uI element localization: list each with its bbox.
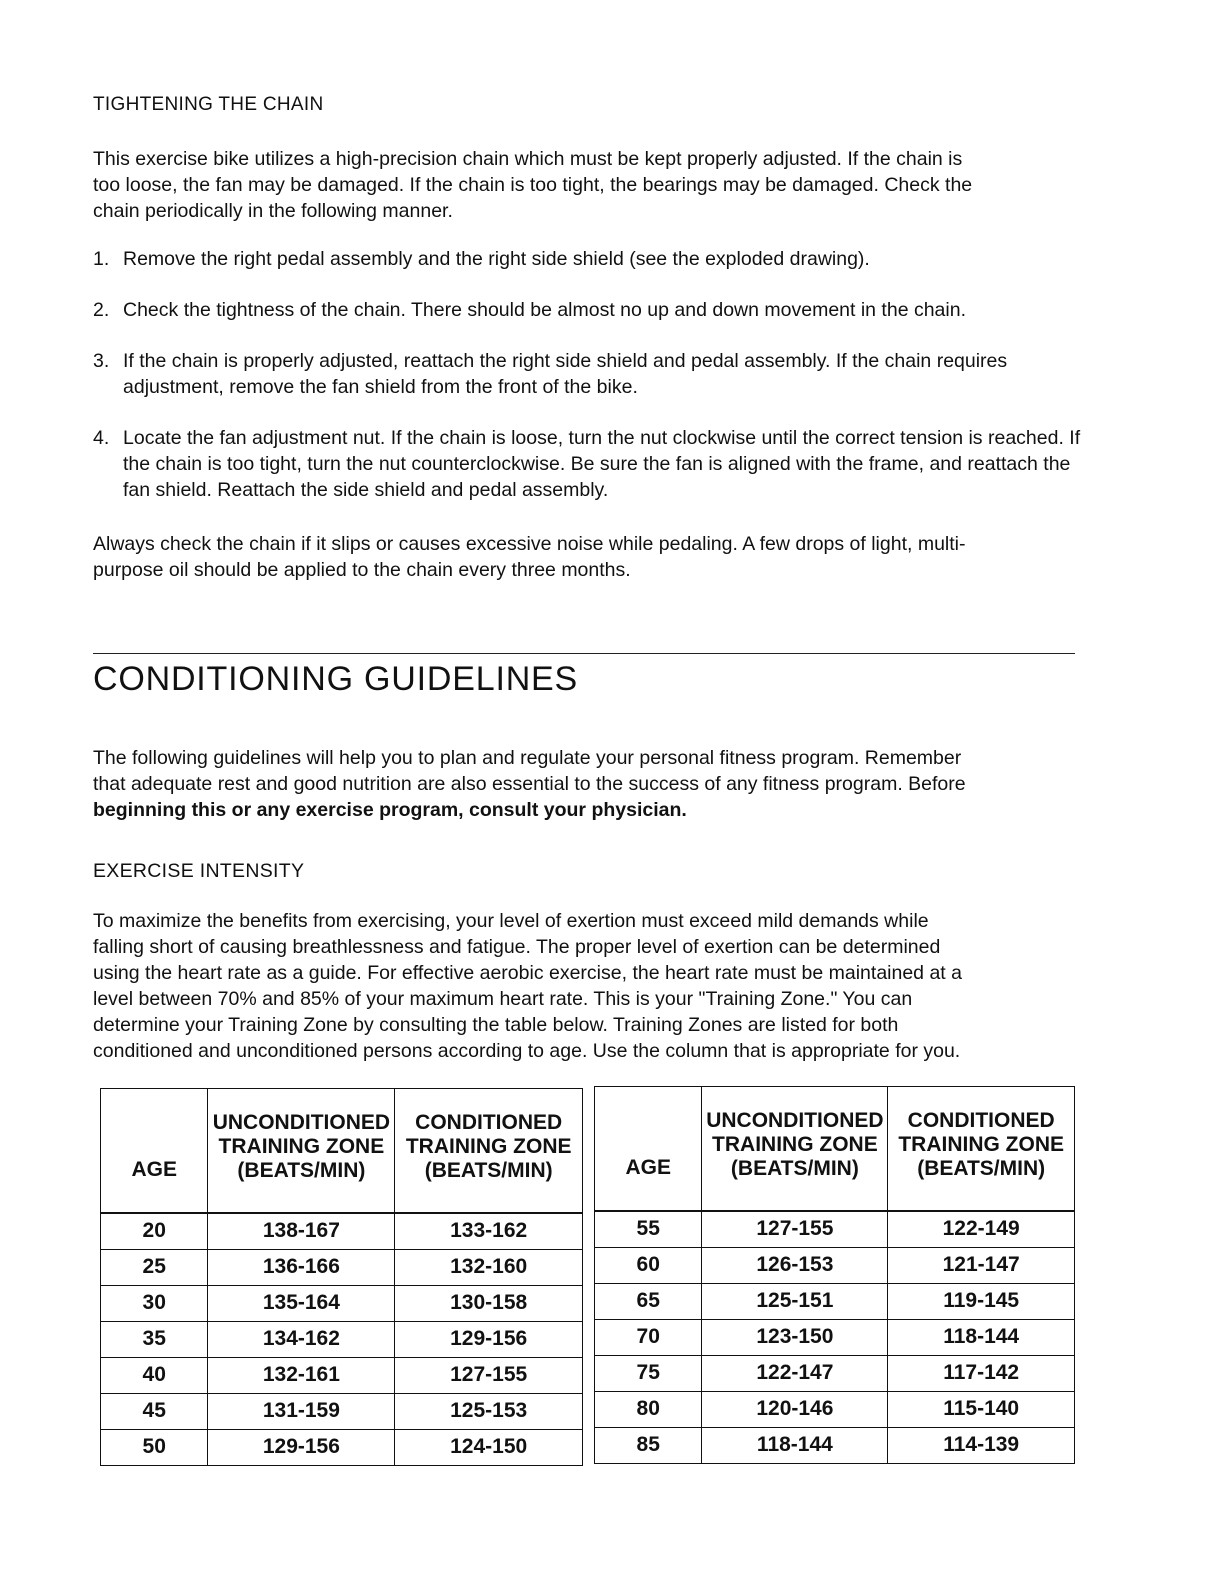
chain-steps-list bbox=[93, 246, 1093, 528]
table-row bbox=[595, 1319, 1075, 1355]
conditioning-intro-paragraph bbox=[93, 745, 1093, 823]
conditioned-cell: 122-149 bbox=[888, 1211, 1075, 1248]
header-line: (BEATS/MIN) bbox=[237, 1159, 366, 1182]
unconditioned-cell: 126-153 bbox=[702, 1247, 888, 1283]
chain-step bbox=[93, 297, 1093, 323]
step-text: If the chain is properly adjusted, reattach the right side shield and pedal assembly. If the chain requires adjustment, remove the fan shield from the front of the bike. bbox=[123, 350, 1008, 398]
chain-intro-line-2: too loose, the fan may be damaged. If the chain is too tight, the bearings may be damaged. Check the bbox=[93, 174, 973, 196]
conditioned-column-header bbox=[395, 1089, 583, 1213]
intensity-line-6: conditioned and unconditioned persons according to age. Use the column that is appropriate for you. bbox=[93, 1040, 961, 1062]
conditioned-cell: 117-142 bbox=[888, 1355, 1075, 1391]
unconditioned-cell: 127-155 bbox=[702, 1211, 888, 1248]
chain-section-heading: TIGHTENING THE CHAIN bbox=[93, 94, 324, 115]
chain-intro-paragraph bbox=[93, 146, 1093, 224]
age-cell: 85 bbox=[595, 1427, 702, 1463]
header-line: TRAINING ZONE bbox=[405, 1135, 572, 1158]
unconditioned-cell: 122-147 bbox=[702, 1355, 888, 1391]
table-row bbox=[101, 1213, 583, 1250]
age-cell: 45 bbox=[101, 1393, 208, 1429]
age-cell: 50 bbox=[101, 1429, 208, 1465]
chain-step bbox=[93, 246, 1093, 272]
training-zone-table-right bbox=[594, 1086, 1075, 1464]
table-row bbox=[101, 1357, 583, 1393]
age-column-header: AGE bbox=[595, 1087, 702, 1211]
table-row bbox=[101, 1249, 583, 1285]
unconditioned-cell: 135-164 bbox=[208, 1285, 395, 1321]
table-row bbox=[101, 1429, 583, 1465]
chain-step bbox=[93, 425, 1093, 503]
intensity-line-2: falling short of causing breathlessness and fatigue. The proper level of exertion can be determined bbox=[93, 936, 941, 958]
unconditioned-cell: 125-151 bbox=[702, 1283, 888, 1319]
unconditioned-cell: 118-144 bbox=[702, 1427, 888, 1463]
header-line: TRAINING ZONE bbox=[712, 1133, 878, 1156]
intensity-line-1: To maximize the benefits from exercising, your level of exertion must exceed mild demands while bbox=[93, 910, 929, 932]
header-line: CONDITIONED bbox=[415, 1111, 563, 1134]
unconditioned-cell: 136-166 bbox=[208, 1249, 395, 1285]
unconditioned-column-header bbox=[702, 1087, 888, 1211]
intensity-line-5: determine your Training Zone by consulting the table below. Training Zones are listed for both bbox=[93, 1014, 899, 1036]
conditioned-cell: 132-160 bbox=[395, 1249, 583, 1285]
table-row bbox=[595, 1211, 1075, 1248]
header-line: CONDITIONED bbox=[907, 1109, 1055, 1132]
conditioning-intro-line-1: The following guidelines will help you to plan and regulate your personal fitness program. Remember bbox=[93, 747, 962, 769]
unconditioned-cell: 134-162 bbox=[208, 1321, 395, 1357]
conditioned-column-header bbox=[888, 1087, 1075, 1211]
header-line: UNCONDITIONED bbox=[706, 1109, 884, 1132]
conditioned-cell: 127-155 bbox=[395, 1357, 583, 1393]
conditioning-title: CONDITIONING GUIDELINES bbox=[93, 660, 579, 698]
table-row bbox=[595, 1427, 1075, 1463]
header-line: UNCONDITIONED bbox=[212, 1111, 391, 1134]
header-line: (BEATS/MIN) bbox=[424, 1159, 553, 1182]
age-cell: 25 bbox=[101, 1249, 208, 1285]
conditioned-cell: 118-144 bbox=[888, 1319, 1075, 1355]
table-row bbox=[101, 1393, 583, 1429]
conditioned-cell: 130-158 bbox=[395, 1285, 583, 1321]
conditioning-intro-line-2: that adequate rest and good nutrition are also essential to the success of any fitness program. Before bbox=[93, 773, 966, 795]
intensity-paragraph bbox=[93, 908, 1093, 1064]
unconditioned-column-header bbox=[208, 1089, 395, 1213]
age-cell: 70 bbox=[595, 1319, 702, 1355]
chain-step bbox=[93, 348, 1093, 400]
unconditioned-cell: 132-161 bbox=[208, 1357, 395, 1393]
intensity-line-3: using the heart rate as a guide. For effective aerobic exercise, the heart rate must be maintained at a bbox=[93, 962, 962, 984]
conditioned-cell: 121-147 bbox=[888, 1247, 1075, 1283]
table-header-row bbox=[595, 1087, 1075, 1211]
unconditioned-cell: 129-156 bbox=[208, 1429, 395, 1465]
table-row bbox=[101, 1321, 583, 1357]
table-row bbox=[595, 1247, 1075, 1283]
chain-closing-paragraph bbox=[93, 531, 1093, 583]
header-line: (BEATS/MIN) bbox=[917, 1157, 1046, 1180]
age-cell: 60 bbox=[595, 1247, 702, 1283]
training-zone-table-left bbox=[100, 1088, 583, 1466]
chain-intro-line-1: This exercise bike utilizes a high-precision chain which must be kept properly adjusted. If the chain is bbox=[93, 148, 963, 170]
age-cell: 40 bbox=[101, 1357, 208, 1393]
table-row bbox=[595, 1283, 1075, 1319]
intensity-line-4: level between 70% and 85% of your maximum heart rate. This is your "Training Zone." You can bbox=[93, 988, 913, 1010]
unconditioned-cell: 120-146 bbox=[702, 1391, 888, 1427]
unconditioned-cell: 138-167 bbox=[208, 1213, 395, 1250]
age-cell: 55 bbox=[595, 1211, 702, 1248]
age-cell: 20 bbox=[101, 1213, 208, 1250]
step-number: 4. bbox=[93, 427, 110, 449]
table-row bbox=[101, 1285, 583, 1321]
step-text: Remove the right pedal assembly and the right side shield (see the exploded drawing). bbox=[123, 248, 870, 270]
conditioned-cell: 125-153 bbox=[395, 1393, 583, 1429]
unconditioned-cell: 131-159 bbox=[208, 1393, 395, 1429]
chain-closing-line-1: Always check the chain if it slips or causes excessive noise while pedaling. A few drops of light, multi- bbox=[93, 533, 966, 555]
age-cell: 35 bbox=[101, 1321, 208, 1357]
step-number: 1. bbox=[93, 248, 110, 270]
header-line: TRAINING ZONE bbox=[898, 1133, 1064, 1156]
header-line: (BEATS/MIN) bbox=[730, 1157, 859, 1180]
conditioned-cell: 115-140 bbox=[888, 1391, 1075, 1427]
conditioned-cell: 114-139 bbox=[888, 1427, 1075, 1463]
unconditioned-cell: 123-150 bbox=[702, 1319, 888, 1355]
header-line: TRAINING ZONE bbox=[218, 1135, 385, 1158]
conditioned-cell: 124-150 bbox=[395, 1429, 583, 1465]
table-header-row bbox=[101, 1089, 583, 1213]
age-cell: 30 bbox=[101, 1285, 208, 1321]
conditioned-cell: 129-156 bbox=[395, 1321, 583, 1357]
step-number: 3. bbox=[93, 350, 110, 372]
step-text: Locate the fan adjustment nut. If the chain is loose, turn the nut clockwise until the correct tension is reached. If the chain is too tight, turn the nut counterclockwise. Be sure the fan is aligned with the frame, and reattach the fan shield. Reattach the side shield and pedal assembly. bbox=[123, 427, 1081, 501]
table-row bbox=[595, 1391, 1075, 1427]
chain-intro-line-3: chain periodically in the following manner. bbox=[93, 200, 453, 222]
intensity-heading: EXERCISE INTENSITY bbox=[93, 860, 305, 882]
age-cell: 80 bbox=[595, 1391, 702, 1427]
age-column-header: AGE bbox=[101, 1089, 208, 1213]
age-cell: 75 bbox=[595, 1355, 702, 1391]
conditioned-cell: 119-145 bbox=[888, 1283, 1075, 1319]
step-text: Check the tightness of the chain. There should be almost no up and down movement in the chain. bbox=[123, 299, 966, 321]
age-cell: 65 bbox=[595, 1283, 702, 1319]
conditioning-intro-line-3: beginning this or any exercise program, consult your physician. bbox=[93, 799, 687, 821]
step-number: 2. bbox=[93, 299, 110, 321]
table-row bbox=[595, 1355, 1075, 1391]
section-divider bbox=[93, 653, 1075, 654]
chain-closing-line-2: purpose oil should be applied to the chain every three months. bbox=[93, 559, 631, 581]
conditioned-cell: 133-162 bbox=[395, 1213, 583, 1250]
